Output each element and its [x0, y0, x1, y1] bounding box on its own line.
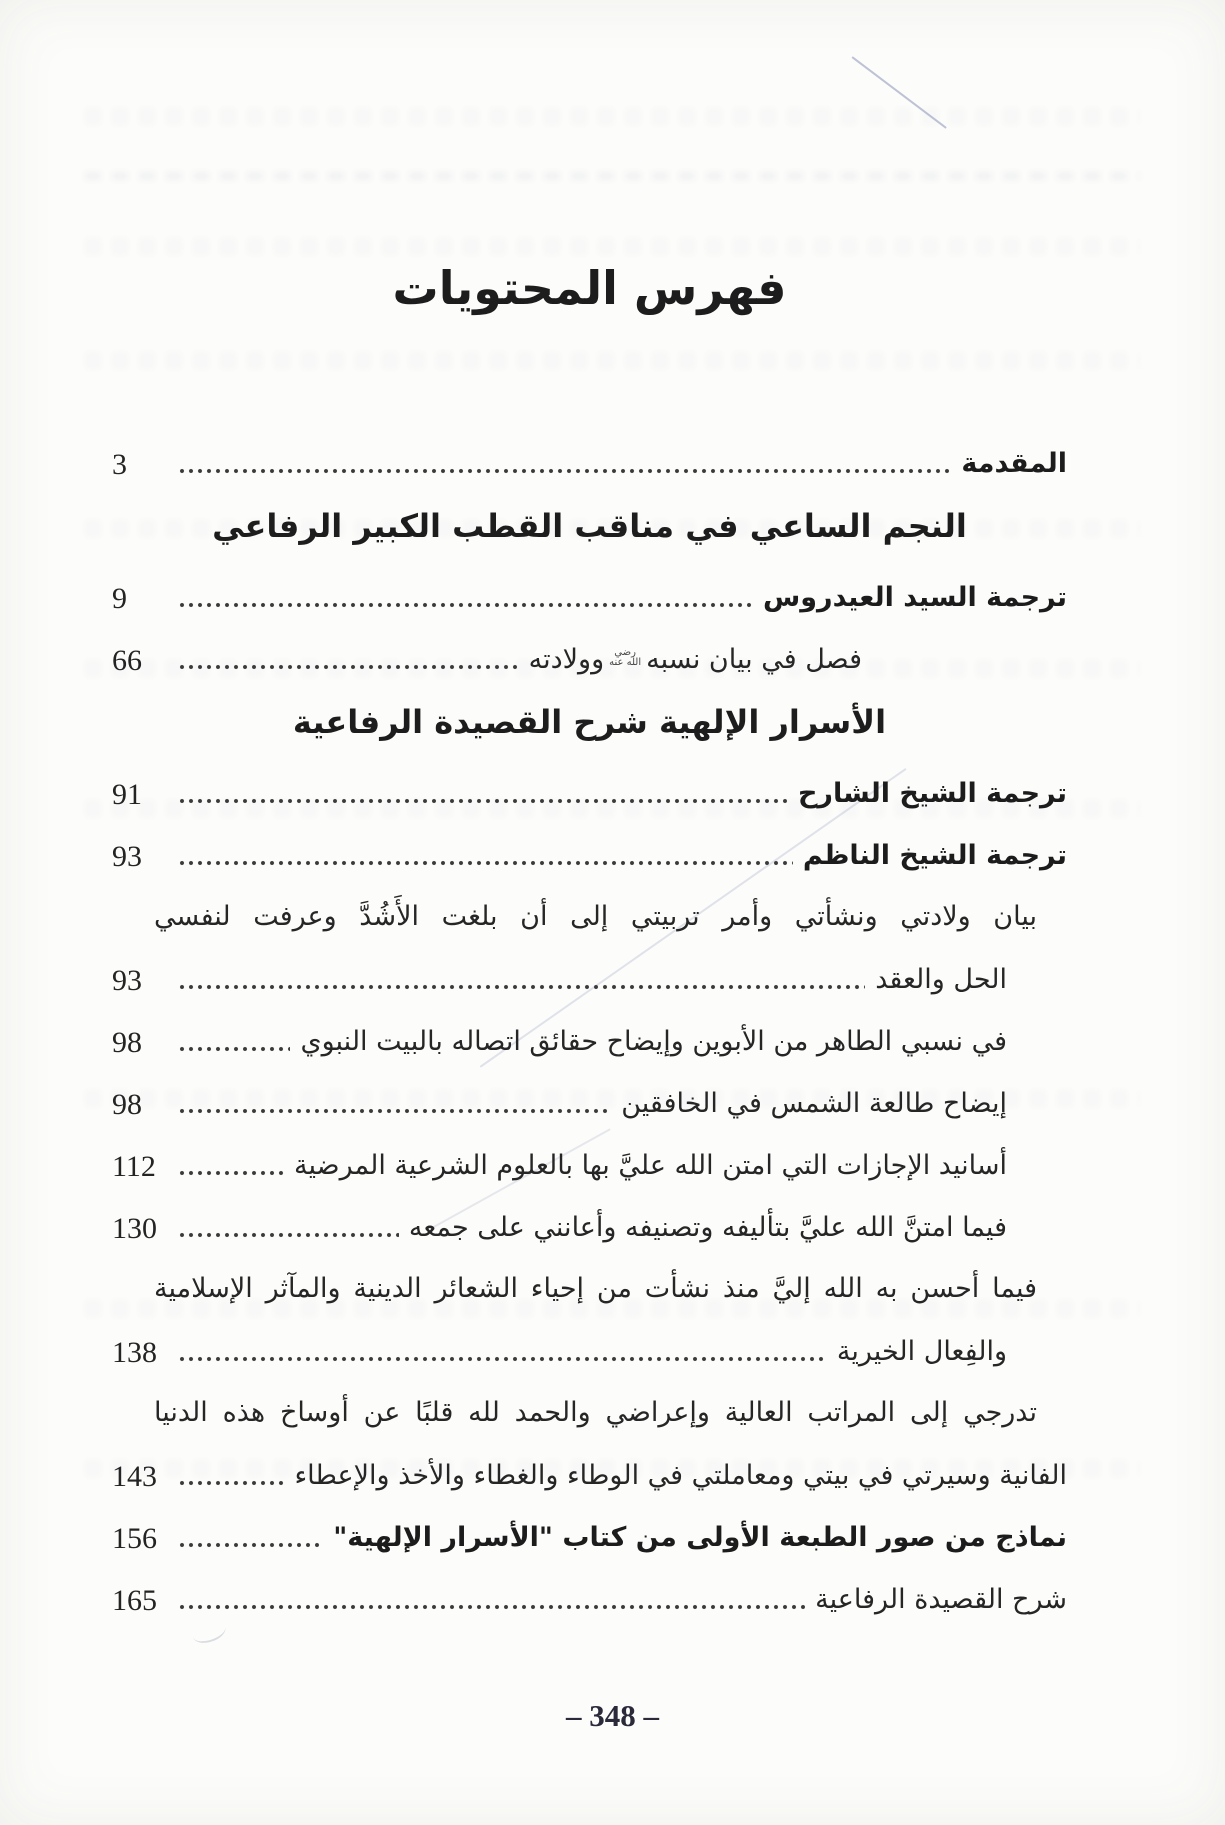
toc-entry-label	[529, 640, 862, 680]
dot-leader	[178, 1228, 399, 1241]
toc-entry-page-number: 93	[112, 964, 142, 997]
toc-entry-page-number: 3	[112, 448, 127, 481]
dot-leader	[178, 1476, 284, 1489]
dot-leader	[178, 856, 793, 869]
dot-leader	[178, 1042, 290, 1055]
toc-entry-label-text: ترجمة السيد العيدروس	[763, 582, 1067, 613]
toc-entry-page-number: 98	[112, 1026, 142, 1059]
toc-entry-row	[112, 638, 1067, 680]
dot-leader	[178, 1600, 805, 1613]
dot-leader	[178, 598, 753, 611]
dot-leader	[178, 464, 951, 477]
toc-entry-row	[112, 772, 1067, 814]
toc-entry-label	[409, 1208, 1007, 1248]
toc-entry-row	[112, 1454, 1067, 1496]
toc-entry-label	[815, 1580, 1067, 1620]
toc-entry-row	[112, 1020, 1067, 1062]
toc-entry-row	[112, 834, 1067, 876]
toc-entry-page-number: 112	[112, 1150, 156, 1183]
dot-leader	[178, 1104, 611, 1117]
toc-entry-page-number: 165	[112, 1584, 157, 1617]
bleedthrough-rule	[85, 172, 1140, 180]
toc-entry-label	[837, 1332, 1007, 1372]
dot-leader	[178, 980, 865, 993]
page-number: – 348 –	[566, 1698, 659, 1733]
bleedthrough-band	[85, 108, 1140, 125]
toc-entry-label-text: نماذج من صور الطبعة الأولى من كتاب "الأسرار الإلهية"	[333, 1522, 1067, 1553]
toc-entry-page-number: 138	[112, 1336, 157, 1369]
toc-entry-wrap-line: فيما أحسن به الله إليَّ منذ نشأت من إحياء الشعائر الدينية والمآثر الإسلامية	[154, 1273, 1037, 1304]
toc-entry-label-text: إيضاح طالعة الشمس في الخافقين	[621, 1088, 1007, 1119]
honorific-seal: رضي الله عنه	[609, 646, 642, 668]
toc-entry-page-number: 98	[112, 1088, 142, 1121]
toc-entry-label	[294, 1146, 1007, 1186]
toc-entry-wrap-line: بيان ولادتي ونشأتي وأمر تربيتي إلى أن بلغت الأَشُدَّ وعرفت لنفسي	[154, 901, 1037, 932]
toc-entry-wrap-line: تدرجي إلى المراتب العالية وإعراضي والحمد لله قلبًا عن أوساخ هذه الدنيا	[154, 1397, 1037, 1428]
toc-section-heading: النجم الساعي في مناقب القطب الكبير الرفاعي	[212, 507, 967, 545]
toc-entry-label	[300, 1022, 1007, 1062]
toc-entry-row	[112, 576, 1067, 618]
toc-entry-label	[875, 960, 1007, 1000]
toc-entry-label-text: المقدمة	[961, 448, 1067, 479]
toc-entry-label-text: شرح القصيدة الرفاعية	[815, 1584, 1067, 1615]
toc-entry-label	[803, 836, 1067, 876]
toc-entry-label	[294, 1456, 1067, 1496]
toc-entry-label-text: في نسبي الطاهر من الأبوين وإيضاح حقائق اتصاله بالبيت النبوي	[300, 1026, 1007, 1057]
toc-entry-label	[763, 578, 1067, 618]
toc-entry-row	[112, 1578, 1067, 1620]
pen-scratch-mark	[851, 56, 946, 129]
toc-entry-page-number: 66	[112, 644, 142, 677]
toc-entry-label-text: أسانيد الإجازات التي امتن الله عليَّ بها بالعلوم الشرعية المرضية	[294, 1150, 1007, 1181]
toc-entry-label-text: ترجمة الشيخ الشارح	[797, 778, 1067, 809]
toc-entry-row	[112, 1082, 1067, 1124]
toc-entry-label-text: ترجمة الشيخ الناظم	[802, 840, 1067, 871]
toc-entry-page-number: 91	[112, 778, 142, 811]
toc-entry-page-number: 143	[112, 1460, 157, 1493]
dot-leader	[178, 660, 519, 673]
toc-list	[112, 442, 1067, 1620]
toc-entry-label	[621, 1084, 1007, 1124]
toc-entry-label	[961, 444, 1067, 484]
toc-entry-label	[798, 774, 1067, 814]
toc-entry-row	[112, 1330, 1067, 1372]
toc-content	[112, 252, 1067, 1640]
toc-entry-row	[112, 1144, 1067, 1186]
toc-entry-label	[333, 1518, 1067, 1558]
toc-entry-label-text: فصل في بيان نسبه	[646, 644, 862, 675]
toc-entry-page-number: 156	[112, 1522, 157, 1555]
dot-leader	[178, 794, 788, 807]
toc-entry-row	[112, 1206, 1067, 1248]
toc-entry-row	[112, 1516, 1067, 1558]
dot-leader	[178, 1538, 323, 1551]
toc-entry-label-text: وولادته	[528, 644, 605, 675]
toc-entry-page-number: 9	[112, 582, 127, 615]
toc-entry-label-text: الفانية وسيرتي في بيتي ومعاملتي في الوطاء والغطاء والأخذ والإعطاء	[294, 1460, 1067, 1491]
toc-entry-row	[112, 442, 1067, 484]
toc-entry-page-number: 130	[112, 1212, 157, 1245]
toc-entry-row	[112, 958, 1067, 1000]
toc-entry-label-text: فيما امتنَّ الله عليَّ بتأليفه وتصنيفه وأعانني على جمعه	[408, 1212, 1007, 1243]
dot-leader	[178, 1352, 827, 1365]
toc-entry-label-text: الحل والعقد	[875, 964, 1007, 995]
toc-title: فهرس المحتويات	[392, 261, 787, 315]
toc-entry-page-number: 93	[112, 840, 142, 873]
dot-leader	[178, 1166, 284, 1179]
toc-entry-label-text: والفِعال الخيرية	[836, 1336, 1007, 1367]
toc-section-heading: الأسرار الإلهية شرح القصيدة الرفاعية	[292, 703, 887, 741]
